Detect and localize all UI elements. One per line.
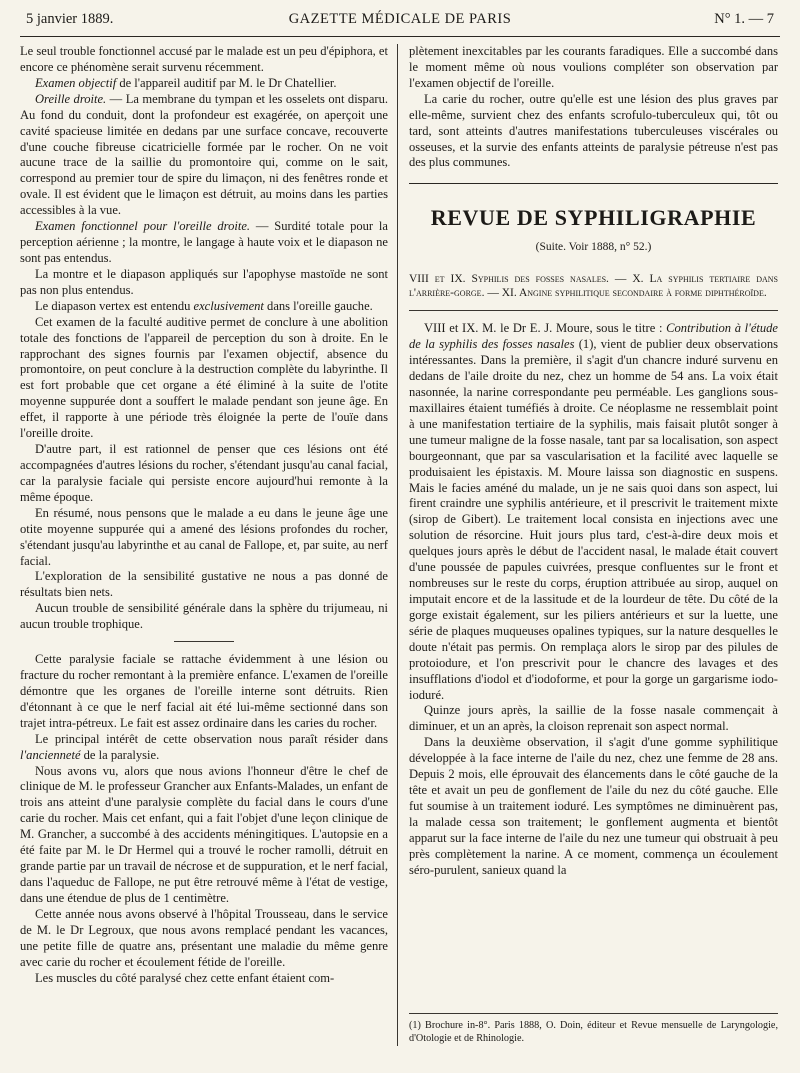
right-column [409,44,778,879]
paragraph: Nous avons vu, alors que nous avions l'honneur d'être le chef de clinique de M. le professeur Grancher aux Enfants-Malades, un enfant de trois ans atteint d'une paralysie complète du facial dans le cours d'une carie du rocher. Mais cet enfant, qui a fait l'objet d'une leçon clinique de M. Grancher, a succombé à des accidents méningitiques. L'autopsie en a été faite par M. le Dr Hermel qui a trouvé le rocher ramolli, détruit en grande partie par un travail de nécrose et de suppuration, et le nerf facial, dans l'aqueduc de Fallope, ne put être retrouvé même à l'état de vestige, dans une étendue de plus de 1 centimètre. [20,763,388,905]
paragraph: L'exploration de la sensibilité gustative ne nous a pas donné de résultats bien nets. [20,569,388,600]
paragraph: Quinze jours après, la saillie de la fosse nasale commençait à diminuer, et un an après, la cloison reprenait son aspect normal. [409,703,778,734]
paragraph-text: de la paralysie. [80,747,160,762]
paragraph [409,321,778,703]
journal-title: GAZETTE MÉDICALE DE PARIS [288,11,512,27]
paragraph-label: Examen fonctionnel pour l'oreille droite. [35,219,251,234]
paragraph-text: — Surdité totale pour la perception aérienne ; la montre, le langage à haute voix et le diapason ne sont pas entendus. [20,219,388,265]
paragraph: Dans la deuxième observation, il s'agit d'une gomme syphilitique développée à la face interne de l'aile du nez, chez une femme de 28 ans. Depuis 2 mois, elle éprouvait des élancements dans le côté gauche de la tête et avait un peu de gonflement de l'aile du nez du côté gauche. Elle fut soumise à un traitement ioduré. Les symptômes ne diminuèrent pas, la malade cessa son traitement; le gonflement augmenta et bientôt apparut sur la face interne de l'aile du nez une tumeur qui obstruait à peu près complètement la narine. A ce moment, commença un écoulement séro-purulent, sanieux quand la [409,735,778,877]
paragraph-text: (1), vient de publier deux observations intéressantes. Dans la première, il s'agit d'un chancre induré survenu en dedans de l'aile droite du nez, chez un homme de 54 ans. La voix était nasonnée, la narine correspondante peu perméable. Les ganglions sous-maxillaires étaient tuméfiés à droite. Ce néoplasme ne ressemblait point à une manifestation tertiaire de la syphilis, mais faisait plutôt songer à une tumeur maligne de la fosse nasale, tant par sa localisation, son aspect bourgeonnant, que par sa vascularisation et la facilité avec laquelle se produisaient les épistaxis. M. Moure laissa son diagnostic en suspens. Mais le facies améné du malade, un je ne sais quoi dans son aspect, lui firent craindre une syphilis antérieure, et il prescrivit le traitement mixte (sirop de Gibert). Le traitement local consista en injections avec une solution de résorcine. Huit jours plus tard, c'est-à-dire deux mois et quelques jours après le début de l'accident nasal, le malade était couvert d'une poussée de papules cuivrées, presque confluentes sur le front et nombreuses sur le reste du corps, éruption attribuée au sirop, auquel on imputait encore et de la lassitude et de la lourdeur de tête. Du côté de la gorge existait également, sur les piliers antérieurs et sur la luette, une série de plaques muqueuses opalines typiques, sur la nature desquelles le doute n'était pas permis. On remplaça alors le sirop par des pilules de protoiodure, et l'on prescrivit pour le chancre des lavages et des insufflations d'iodol et d'iodoforme, et pour la gorge un gargarisme iodo-ioduré. [409,337,778,702]
emphasis: exclusivement [193,298,264,313]
paragraph-text: de l'appareil auditif par M. le Dr Chatellier. [116,75,337,90]
column-divider [397,44,398,1046]
paragraph: En résumé, nous pensons que le malade a eu dans le jeune âge une otite moyenne suppurée qui a amené des lésions profondes du rocher, s'étendant jusqu'au labyrinthe et au canal de Fallope, et, par suite, au nerf facial. [20,505,388,568]
footnote: (1) Brochure in-8°. Paris 1888, O. Doin, éditeur et Revue mensuelle de Laryngologie, d'Otologie et de Rhinologie. [409,1020,778,1044]
paragraph: Cette année nous avons observé à l'hôpital Trousseau, dans le service de M. le Dr Legroux, que nous avons remplacé pendant les vacances, une petite fille de quatre ans, présentant une maladie du même genre avec carie du rocher et écoulement fétide de l'oreille. [20,906,388,969]
paragraph-text: Le principal intérêt de cette observation nous paraît résider dans [35,731,388,746]
paragraph-text: dans l'oreille gauche. [263,298,373,313]
section-title: REVUE DE SYPHILIGRAPHIE [430,205,757,231]
emphasis: l'ancienneté [20,747,81,762]
paragraph-text: VIII et IX. M. le Dr E. J. Moure, sous le titre : [424,321,667,336]
paragraph: Les muscles du côté paralysé chez cette enfant étaient com- [35,970,335,985]
paragraph-label: Oreille droite. [35,91,107,106]
footnote-rule [409,1013,778,1014]
paragraph [20,299,388,315]
paragraph-text: — La membrane du tympan et les osselets ont disparu. Au fond du conduit, dont la profondeur est exagérée, on aperçoit une cavité spacieuse limitée en dedans par une surface concave, recouverte d'une couche fibreuse cicatricielle formée par le rocher. On ne voit aucune trace de la saillie du promontoire qui, comme on le sait, correspond au premier tour de spire du limaçon, ni des fenêtres ronde et ovale. Il est évident que le limaçon est détruit, au moins dans les parties accessibles à la vue. [20,91,388,218]
section-rule [409,183,778,184]
summary-rule [409,310,778,311]
paragraph-text: Le diapason vertex est entendu [35,298,194,313]
page-header [26,11,774,37]
paragraph: La carie du rocher, outre qu'elle est une lésion des plus graves par elle-même, survient chez des enfants scrofulo-tuberculeux qui, tôt ou tard, sont atteints d'autres manifestations tuberculeuses viscérales ou osseuses, et la survie des enfants atteints de paralysie pétreuse n'est pas des plus communes. [409,91,778,170]
paragraph: Cet examen de la faculté auditive permet de conclure à une abolition totale des fonctions de l'appareil de perception du son à droite. En le rapprochant des signes fournis par l'examen objectif, absence du promontoire, on peut conclure à la destruction complète du labyrinthe. Il est fort probable que cet organe a été éliminé à la suite de l'otite moyenne suppurée dont a souffert le malade pendant son jeune âge. En effet, il rapporte à une période très éloignée la perte de l'ouïe dans l'oreille droite. [20,314,388,441]
section-summary: VIII et IX. Syphilis des fosses nasales. — X. La syphilis tertiaire dans l'arrière-gorge. — XI. Angine syphilitique secondaire à forme diphthéroïde. [409,273,778,300]
left-column [20,44,388,986]
issue-date: 5 janvier 1889. [26,11,114,27]
paragraph-label: Examen objectif [35,75,117,90]
spacer [20,642,388,652]
paragraph: La montre et le diapason appliqués sur l'apophyse mastoïde ne sont pas non plus entendus. [20,266,388,297]
paragraph [20,219,388,267]
paragraph: plètement inexcitables par les courants faradiques. Elle a succombé dans le moment même où nous voulions compléter son observation par l'examen objectif de l'oreille. [409,44,778,90]
paragraph: Aucun trouble de sensibilité générale dans la sphère du trijumeau, ni aucun trouble trophique. [20,601,388,632]
paragraph [20,92,388,219]
paragraph: Le seul trouble fonctionnel accusé par le malade est un peu d'épiphora, et encore ce phénomène serait survenu récemment. [20,44,388,74]
emphasis: Contribution à l'étude de la syphilis des fosses nasales [409,321,778,352]
paragraph [20,732,388,764]
page-number: N° 1. — 7 [714,11,774,27]
header-rule [20,36,780,37]
paragraph: Cette paralysie faciale se rattache évidemment à une lésion ou fracture du rocher remontant à la première enfance. L'examen de l'oreille démontre que les organes de l'oreille interne sont détruits. Rien d'étonnant à ce que le nerf facial ait été lui-même sectionné dans son trajet intra-pétreux. Le fait est assez ordinaire dans les caries du rocher. [20,652,388,730]
paragraph: D'autre part, il est rationnel de penser que ces lésions ont été accompagnées d'autres lésions du rocher, s'étendant jusqu'au canal facial, car la paralysie faciale qui persiste encore aujourd'hui remonte à la même époque. [20,442,388,504]
paragraph [20,76,388,92]
section-subtitle: (Suite. Voir 1888, n° 52.) [535,241,652,254]
